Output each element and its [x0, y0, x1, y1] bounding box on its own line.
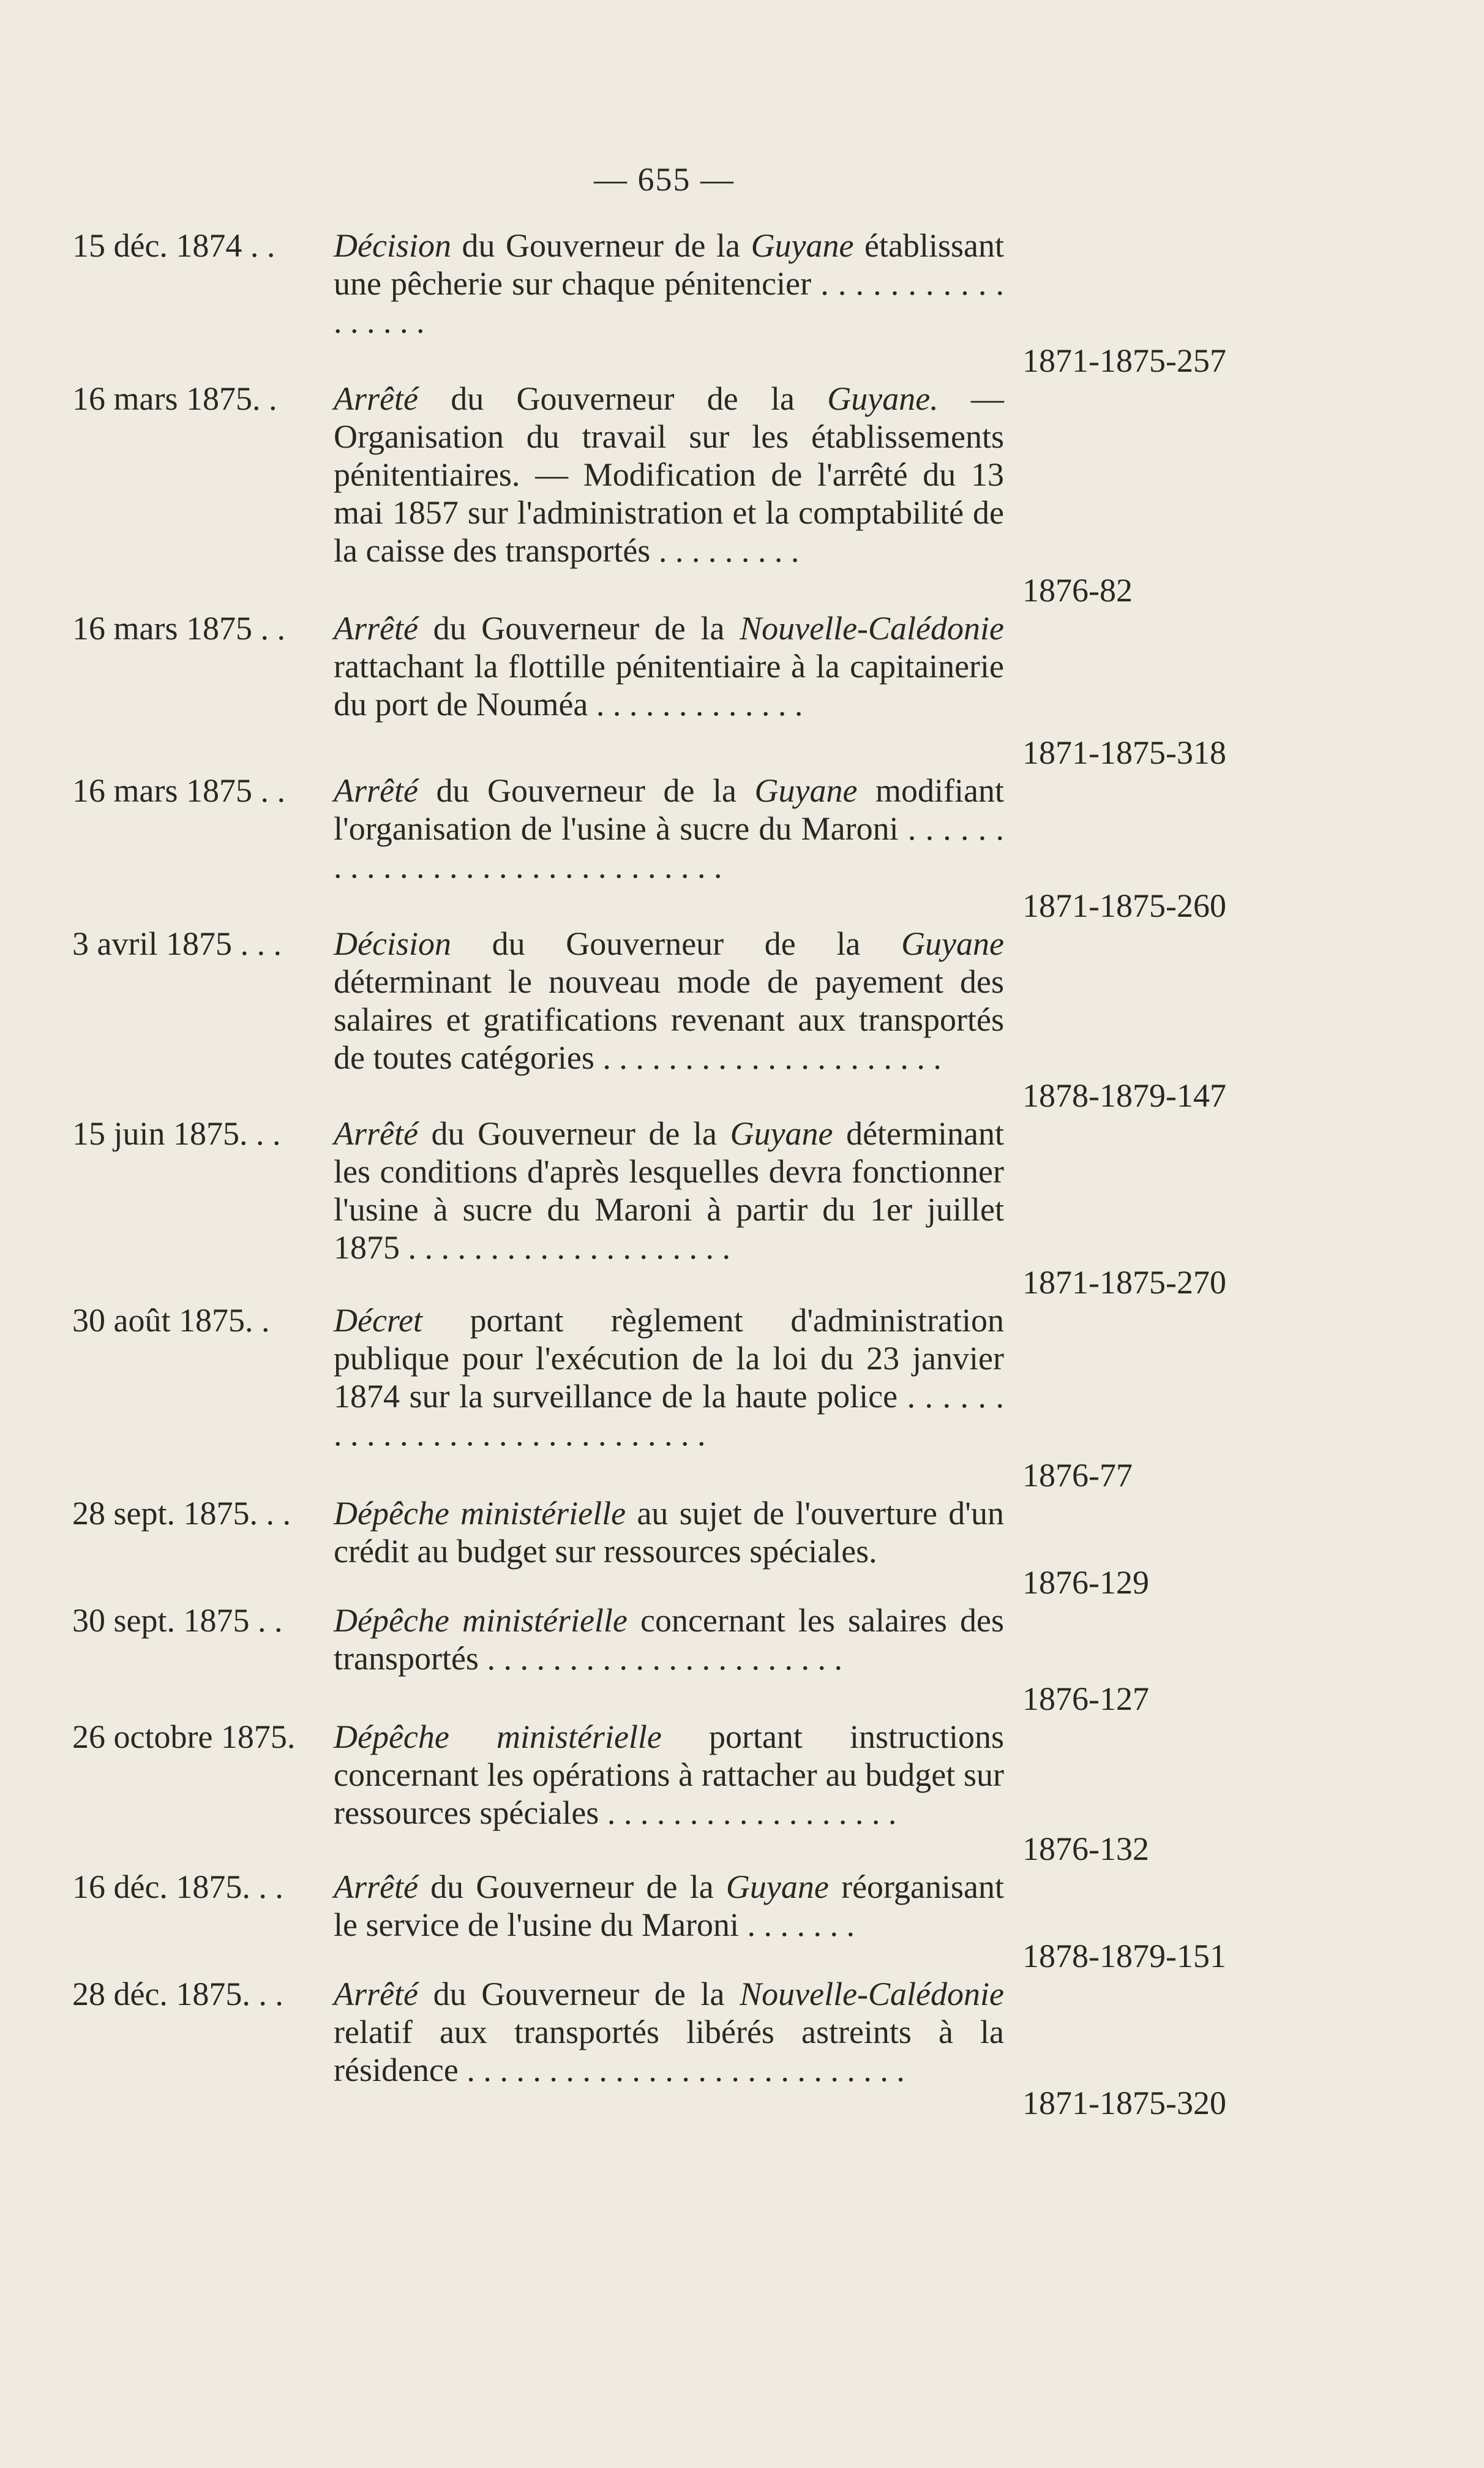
entry-text-rest: réorganisant le service de l'usine du Maroni [334, 1868, 1004, 1943]
act-type: Arrêté [334, 1115, 418, 1152]
dot-leader: . . . . . . . . . . . . . . . . . . . . . . . . . . . . . . [334, 810, 1004, 885]
entry-text: du Gouverneur de la [451, 925, 902, 962]
colony-name: Guyane [751, 227, 854, 264]
entry-text: au sujet de l'ouverture d'un crédit au budget sur ressources spéciales. [334, 1495, 1004, 1570]
list-item [0, 380, 1484, 609]
act-type: Décret [334, 1302, 422, 1339]
entry-reference: 1876-127 [1022, 1680, 1149, 1717]
entry-date: 15 déc. 1874 . . [72, 227, 275, 264]
entry-date: 16 mars 1875. . [72, 380, 277, 417]
entry-text-rest: modifiant l'organisation de l'usine à sucre du Maroni [334, 772, 1004, 847]
act-type: Dépêche ministérielle [334, 1602, 628, 1639]
act-type: Dépêche ministérielle [334, 1718, 662, 1755]
colony-name: Guyane [725, 1868, 829, 1905]
list-item [0, 1868, 1484, 1975]
entry-text: concernant les salaires des transportés [334, 1602, 1004, 1677]
entry-date: 30 août 1875. . [72, 1302, 270, 1339]
act-type: Arrêté [334, 1976, 418, 2012]
entry-description [334, 1601, 1004, 1677]
entry-reference: 1876-82 [1022, 572, 1133, 609]
act-type: Arrêté [334, 1868, 418, 1905]
list-item [0, 1601, 1484, 1718]
entry-date: 30 sept. 1875 . . [72, 1602, 283, 1639]
list-item [0, 1301, 1484, 1494]
entry-text-rest: — Organisation du travail sur les établissements pénitentiaires. — Modification de l'arrêté du 13 mai 1857 sur l'administration et la comptabilité de la caisse des transportés [334, 380, 1004, 569]
entries-list [0, 227, 1484, 2122]
act-type: Arrêté [334, 772, 418, 809]
entry-description [334, 1868, 1004, 1944]
entry-text: du Gouverneur de la [451, 227, 751, 264]
list-item [0, 1718, 1484, 1868]
colony-name: Guyane [901, 925, 1004, 962]
entry-date: 16 déc. 1875. . . [72, 1868, 283, 1905]
entry-date: 28 déc. 1875. . . [72, 1976, 283, 2012]
entry-description [334, 1975, 1004, 2089]
entry-date: 16 mars 1875 . . [72, 772, 285, 809]
entry-text-rest: déterminant les conditions d'après lesquelles devra fonctionner l'usine à sucre du Maroni à partir du 1er juillet 1875 [334, 1115, 1004, 1266]
act-type: Décision [334, 925, 451, 962]
entry-text-rest: relatif aux transportés libérés astreints à la résidence [334, 2014, 1004, 2088]
dot-leader: . . . . . . . . . [650, 532, 800, 569]
entry-description [334, 227, 1004, 340]
page-number: — 655 — [594, 161, 735, 198]
list-item [0, 1115, 1484, 1301]
entry-reference: 1876-129 [1022, 1564, 1149, 1601]
entry-text-rest: rattachant la flottille pénitentiaire à la capitainerie du port de Nouméa [334, 648, 1004, 723]
entry-description [334, 1301, 1004, 1453]
colony-name: Nouvelle-Calédonie [740, 1976, 1004, 2012]
dot-leader: . . . . . . . . . . . . . . . . . . . . . [594, 1039, 942, 1076]
entry-description [334, 1494, 1004, 1570]
list-item [0, 772, 1484, 925]
dot-leader: . . . . . . . . . . . . . . . . . [334, 265, 1005, 340]
entry-description [334, 609, 1004, 723]
entry-text: portant instructions concernant les opérations à rattacher au budget sur ressources spéciales [334, 1718, 1004, 1831]
dot-leader: . . . . . . . . . . . . . [588, 686, 803, 723]
dot-leader: . . . . . . . . . . . . . . . . . . . . . . . . . . . [458, 2052, 905, 2088]
entry-date: 26 octobre 1875. [72, 1718, 296, 1755]
entry-description [334, 1115, 1004, 1266]
entry-reference: 1876-132 [1022, 1830, 1149, 1867]
entry-text: du Gouverneur de la [418, 1868, 726, 1905]
entry-description [334, 925, 1004, 1077]
colony-name: Guyane [730, 1115, 833, 1152]
list-item [0, 227, 1484, 380]
entry-reference: 1878-1879-147 [1022, 1077, 1226, 1114]
entry-text-rest: déterminant le nouveau mode de payement des salaires et gratifications revenant aux transportés de toutes catégories [334, 963, 1004, 1076]
entry-reference: 1871-1875-270 [1022, 1264, 1226, 1301]
entry-text: du Gouverneur de la [418, 772, 755, 809]
entry-date: 3 avril 1875 . . . [72, 925, 282, 962]
entry-description [334, 772, 1004, 886]
entry-text: du Gouverneur de la [418, 1976, 740, 2012]
entry-text-rest: établissant une pêcherie sur chaque pénitencier [334, 227, 1004, 302]
dot-leader: . . . . . . . . . . . . . . . . . . . . [400, 1229, 730, 1266]
entry-reference: 1878-1879-151 [1022, 1938, 1226, 1974]
colony-name: Guyane. [827, 380, 939, 417]
act-type: Arrêté [334, 610, 418, 647]
entry-text: portant règlement d'administration publique pour l'exécution de la loi du 23 janvier 1874 sur la surveillance de la haute police [334, 1302, 1004, 1415]
act-type: Décision [334, 227, 451, 264]
dot-leader: . . . . . . . . . . . . . . . . . . . . . . [478, 1640, 842, 1677]
entry-date: 28 sept. 1875. . . [72, 1495, 291, 1532]
list-item [0, 609, 1484, 772]
dot-leader: . . . . . . . . . . . . . . . . . . [599, 1794, 897, 1831]
entry-text: du Gouverneur de la [418, 380, 828, 417]
list-item [0, 1494, 1484, 1601]
act-type: Arrêté [334, 380, 418, 417]
entry-reference: 1876-77 [1022, 1457, 1133, 1494]
entry-description [334, 380, 1004, 570]
colony-name: Guyane [754, 772, 858, 809]
list-item [0, 1975, 1484, 2122]
colony-name: Nouvelle-Calédonie [740, 610, 1004, 647]
dot-leader: . . . . . . . . . . . . . . . . . . . . . . . . . . . . . [334, 1378, 1004, 1453]
entry-reference: 1871-1875-257 [1022, 342, 1226, 379]
entry-description [334, 1718, 1004, 1832]
act-type: Dépêche ministérielle [334, 1495, 626, 1532]
entry-text: du Gouverneur de la [418, 1115, 730, 1152]
dot-leader: . . . . . . . [739, 1906, 855, 1943]
entry-text: du Gouverneur de la [418, 610, 740, 647]
list-item [0, 925, 1484, 1115]
entry-reference: 1871-1875-320 [1022, 2085, 1226, 2121]
entry-reference: 1871-1875-318 [1022, 734, 1226, 771]
entry-date: 16 mars 1875 . . [72, 610, 285, 647]
entry-reference: 1871-1875-260 [1022, 887, 1226, 924]
entry-date: 15 juin 1875. . . [72, 1115, 281, 1152]
